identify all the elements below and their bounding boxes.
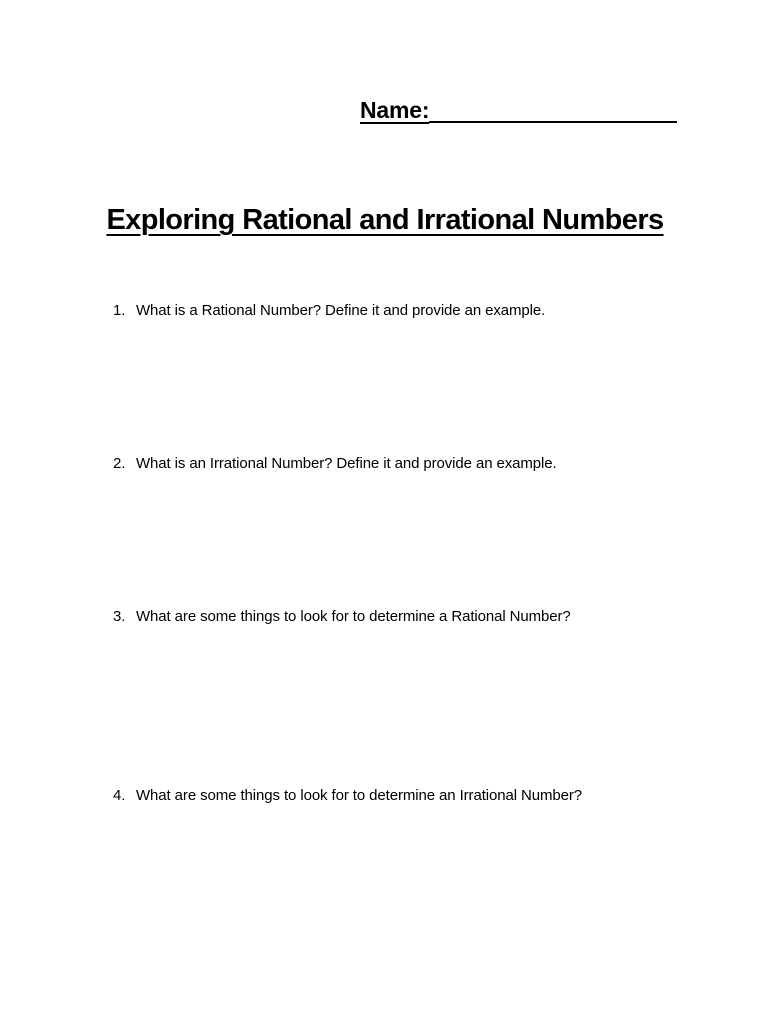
question-4 <box>113 787 582 804</box>
name-label: Name: <box>360 97 430 123</box>
question-3 <box>113 608 571 625</box>
question-1 <box>113 302 545 319</box>
question-number: 1. <box>113 302 126 319</box>
name-field <box>360 94 677 124</box>
question-number: 4. <box>113 787 126 804</box>
question-text: What are some things to look for to determine a Rational Number? <box>136 608 571 625</box>
question-number: 2. <box>113 455 126 472</box>
question-text: What are some things to look for to determine an Irrational Number? <box>136 787 583 804</box>
worksheet-title <box>0 204 770 237</box>
question-text: What is a Rational Number? Define it and provide an example. <box>136 302 546 319</box>
question-number: 3. <box>113 608 126 625</box>
name-blank-line <box>429 99 677 123</box>
question-text: What is an Irrational Number? Define it and provide an example. <box>136 455 557 472</box>
title-text: Exploring Rational and Irrational Numbers <box>106 204 664 236</box>
question-2 <box>113 455 557 472</box>
